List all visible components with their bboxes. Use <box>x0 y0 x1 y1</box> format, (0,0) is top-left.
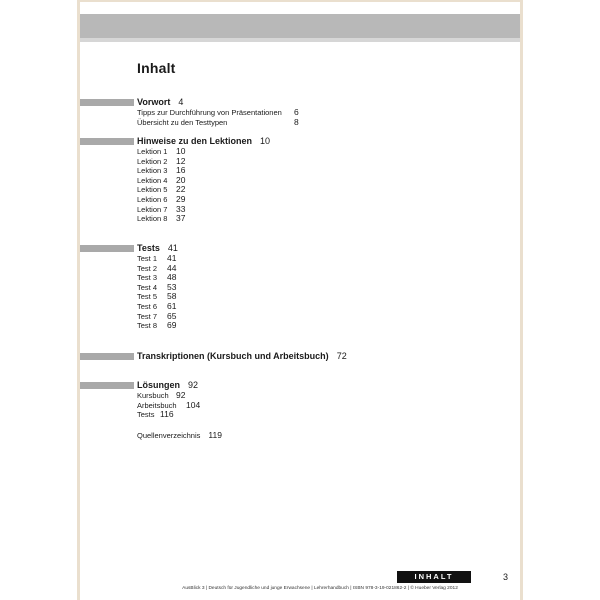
toc-item-page: 33 <box>176 203 186 214</box>
toc-item-page: 6 <box>294 107 299 117</box>
section-heading-label: Lösungen <box>137 380 180 390</box>
section-marker-bar <box>80 138 134 145</box>
toc-item[interactable] <box>137 107 299 118</box>
toc-items <box>137 107 299 127</box>
section-heading[interactable] <box>137 96 183 108</box>
section-marker-bar <box>80 245 134 252</box>
toc-item-label: Test 5 <box>137 292 158 302</box>
toc-item[interactable] <box>137 174 186 186</box>
toc-item-page: 116 <box>160 409 174 420</box>
toc-item-label: Test 3 <box>137 273 158 283</box>
toc-item-page: 29 <box>176 193 186 204</box>
toc-item-label: Test 6 <box>137 301 158 311</box>
toc-item[interactable] <box>137 310 177 322</box>
toc-item[interactable] <box>137 410 177 420</box>
section-marker-bar <box>80 353 134 360</box>
toc-item-quellenverzeichnis[interactable] <box>137 430 222 440</box>
toc-item-label: Arbeitsbuch <box>137 400 177 410</box>
section-heading-page: 10 <box>260 136 271 146</box>
section-heading-page: 92 <box>188 380 199 390</box>
toc-item-label: Lektion 3 <box>137 166 168 176</box>
section-heading-page: 4 <box>178 97 184 107</box>
section-heading[interactable] <box>137 135 270 147</box>
toc-item-page: 10 <box>176 146 186 156</box>
toc-item-label: Übersicht zu den Testtypen <box>137 117 228 127</box>
toc-item[interactable] <box>137 320 177 331</box>
page-number: 3 <box>503 572 509 582</box>
toc-item-page: 44 <box>167 262 177 273</box>
toc-item-label: Kursbuch <box>137 391 169 400</box>
toc-item-page: 41 <box>167 253 177 263</box>
toc-item-page: 22 <box>176 184 186 195</box>
toc-item[interactable] <box>137 253 177 264</box>
toc-item-label: Lektion 1 <box>137 147 168 156</box>
toc-item[interactable] <box>137 281 177 293</box>
section-heading-page: 41 <box>167 243 178 253</box>
toc-item-label: Test 8 <box>137 321 158 331</box>
toc-item-page: 12 <box>176 155 186 166</box>
toc-item-page: 20 <box>176 174 186 185</box>
toc-item-page: 53 <box>167 281 177 292</box>
toc-item[interactable] <box>137 193 186 205</box>
header-stripe <box>80 38 520 42</box>
toc-item-label: Test 4 <box>137 282 158 292</box>
toc-items <box>137 146 186 224</box>
toc-item[interactable] <box>137 272 177 283</box>
section-heading[interactable] <box>137 379 198 391</box>
toc-item-label: Lektion 7 <box>137 204 168 214</box>
footer-section-tag: INHALT <box>397 571 471 583</box>
toc-item-page: 119 <box>208 430 222 440</box>
toc-item[interactable] <box>137 262 177 274</box>
section-marker-bar <box>80 99 134 106</box>
section-heading-label: Transkriptionen (Kursbuch und Arbeitsbuch) <box>137 351 329 361</box>
toc-item-page: 61 <box>167 300 177 311</box>
toc-item[interactable] <box>137 213 186 224</box>
toc-item-label: Quellenverzeichnis <box>137 431 201 440</box>
toc-item-label: Lektion 2 <box>137 156 168 166</box>
toc-item-page: 58 <box>167 291 177 302</box>
toc-item[interactable] <box>137 390 186 401</box>
toc-item-page: 65 <box>167 310 177 321</box>
toc-item[interactable] <box>137 155 186 167</box>
toc-item-label: Lektion 6 <box>137 194 168 204</box>
section-heading-label: Hinweise zu den Lektionen <box>137 136 253 146</box>
section-heading[interactable] <box>137 350 347 362</box>
toc-item-label: Test 1 <box>137 254 158 263</box>
toc-item-page: 8 <box>294 116 299 127</box>
toc-item[interactable] <box>137 146 186 157</box>
page-title: Inhalt <box>137 60 176 76</box>
toc-item-label: Lektion 5 <box>137 185 168 195</box>
header-band <box>80 14 520 38</box>
toc-item-label: Test 7 <box>137 311 158 321</box>
toc-item-page: 104 <box>186 399 201 410</box>
toc-item[interactable] <box>137 165 186 176</box>
section-heading-label: Tests <box>137 243 160 253</box>
section-heading-label: Vorwort <box>137 97 171 107</box>
toc-item[interactable] <box>137 291 177 302</box>
toc-item-label: Lektion 4 <box>137 175 168 185</box>
toc-item-label: Tipps zur Durchführung von Präsentationen <box>137 108 282 117</box>
toc-item-label: Lektion 8 <box>137 214 168 224</box>
toc-item-page: 37 <box>176 213 186 224</box>
toc-item-page: 16 <box>176 165 186 176</box>
toc-item[interactable] <box>137 203 186 215</box>
toc-item-page: 48 <box>167 272 177 283</box>
section-marker-bar <box>80 382 134 389</box>
footer-imprint: AusBlick 3 | Deutsch für Jugendliche und junge Erwachsene | Lehrerhandbuch | ISBN 978-3-19-021862-2 | © Hueber Verlag 2012 <box>182 586 458 591</box>
section-heading-page: 72 <box>336 351 347 361</box>
toc-items <box>137 390 201 420</box>
toc-items <box>137 253 177 331</box>
toc-item[interactable] <box>137 184 186 195</box>
toc-item[interactable] <box>137 300 177 312</box>
toc-item-label: Test 2 <box>137 263 158 273</box>
toc-item-page: 92 <box>176 390 186 400</box>
toc-item-label: Tests <box>137 410 155 420</box>
toc-item[interactable] <box>137 116 299 128</box>
toc-item-page: 69 <box>167 320 177 331</box>
